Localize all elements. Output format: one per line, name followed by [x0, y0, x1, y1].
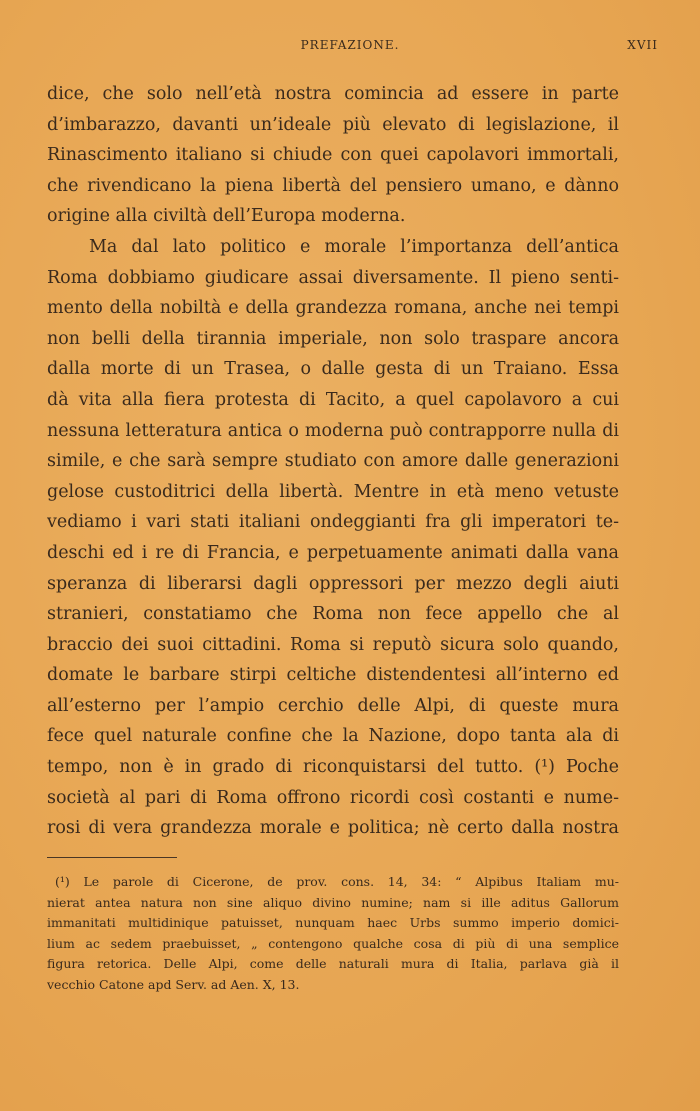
text-line: domate le barbare stirpi celtiche distendentesi all’interno ed	[47, 665, 619, 686]
text-line: mento della nobiltà e della grandezza romana, anche nei tempi	[47, 298, 619, 319]
text-line: dalla morte di un Trasea, o dalle gesta di un Traiano. Essa	[47, 359, 619, 380]
text-line: dà vita alla fiera protesta di Tacito, a quel capolavoro a cui	[47, 389, 619, 410]
text-line: origine alla civiltà dell’Europa moderna.	[47, 206, 406, 227]
text-line: d’imbarazzo, davanti un’ideale più elevato di legislazione, il	[47, 114, 619, 135]
text-line: che rivendicano la piena libertà del pensiero umano, e dànno	[47, 175, 619, 196]
footnote-line: figura retorica. Delle Alpi, come delle naturali mura di Italia, parlava già il	[47, 956, 619, 972]
footnote-divider	[47, 857, 177, 858]
text-line: Roma dobbiamo giudicare assai diversamente. Il pieno senti-	[47, 267, 619, 288]
footnote-line: nierat antea natura non sine aliquo divino numine; nam si ille aditus Gallorum	[47, 894, 619, 910]
text-line: rosi di vera grandezza morale e politica; nè certo dalla nostra	[47, 818, 619, 839]
footnote-line: vecchio Catone apd Serv. ad Aen. X, 13.	[47, 976, 300, 992]
text-line: deschi ed i re di Francia, e perpetuamente animati dalla vana	[47, 542, 619, 563]
text-line: nessuna letteratura antica o moderna può contrapporre nulla di	[47, 420, 619, 441]
text-line: braccio dei suoi cittadini. Roma si reputò sicura solo quando,	[47, 634, 619, 655]
main-text	[47, 79, 619, 844]
text-line: all’esterno per l’ampio cerchio delle Alpi, di queste mura	[47, 695, 619, 716]
running-header	[0, 38, 700, 58]
text-line: gelose custoditrici della libertà. Mentre in età meno vetuste	[47, 481, 619, 502]
footnote-line: immanitati multidinique patuisset, nunquam haec Urbs summo imperio domici-	[47, 915, 619, 931]
text-line: fece quel naturale confine che la Nazione, dopo tanta ala di	[47, 726, 619, 747]
text-line: stranieri, constatiamo che Roma non fece appello che al	[47, 604, 619, 625]
text-line: vediamo i vari stati italiani ondeggianti fra gli imperatori te-	[47, 512, 619, 533]
text-line: non belli della tirannia imperiale, non solo traspare ancora	[47, 328, 619, 349]
text-line: simile, e che sarà sempre studiato con amore dalle generazioni	[47, 451, 619, 472]
running-title: PREFAZIONE.	[300, 38, 400, 52]
text-line: dice, che solo nell’età nostra comincia ad essere in parte	[47, 84, 619, 104]
text-line: speranza di liberarsi dagli oppressori per mezzo degli aiuti	[47, 573, 619, 594]
text-line: Rinascimento italiano si chiude con quei capolavori immortali,	[47, 145, 619, 166]
page-number: XVII	[627, 38, 658, 52]
text-line: società al pari di Roma offrono ricordi così costanti e nume-	[47, 787, 619, 808]
footnote-line: lium ac sedem praebuisset, „ contengono qualche cosa di più di una semplice	[47, 935, 619, 951]
footnote	[47, 872, 619, 996]
text-line: tempo, non è in grado di riconquistarsi del tutto. (¹) Poche	[47, 757, 619, 778]
footnote-line: (¹) Le parole di Cicerone, de prov. cons. 14, 34: “ Alpibus Italiam mu-	[55, 874, 619, 889]
text-line: Ma dal lato politico e morale l’importanza dell’antica	[89, 236, 619, 257]
